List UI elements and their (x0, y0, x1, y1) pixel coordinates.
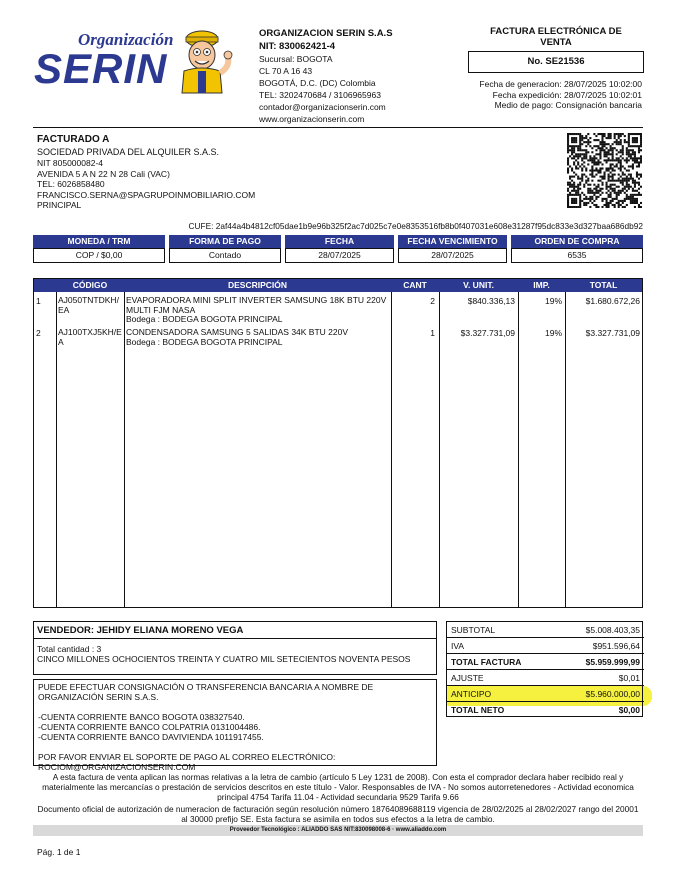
page-number: Pág. 1 de 1 (37, 847, 81, 857)
item-tax: 19% (544, 296, 562, 306)
client-type: PRINCIPAL (37, 200, 82, 210)
iva-label: IVA (451, 641, 465, 651)
total-factura-label: TOTAL FACTURA (451, 657, 522, 667)
currency-value: COP / $0,00 (33, 248, 165, 263)
invoice-generated: Fecha de generacion: 28/07/2025 10:02:00 (479, 79, 642, 89)
totals-row-subtotal (447, 622, 644, 638)
due-date-value: 28/07/2025 (398, 248, 507, 263)
totals-row-total-factura (447, 654, 644, 670)
company-branch: Sucursal: BOGOTA (259, 54, 333, 64)
item-total: $1.680.672,26 (585, 296, 640, 306)
seller-divider (34, 638, 436, 639)
items-table (33, 278, 643, 608)
total-factura-value: $5.959.999,99 (585, 657, 640, 667)
table-row (34, 296, 642, 326)
header-divider (33, 127, 643, 128)
totals-row-ajuste (447, 670, 644, 686)
payment-form-value: Contado (169, 248, 281, 263)
amount-in-words: CINCO MILLONES OCHOCIENTOS TREINTA Y CUATRO MIL SETECIENTOS NOVENTA PESOS (37, 654, 411, 664)
cufe: CUFE: 2af44a4b4812cf05dae1b9e96b325f2ac7d025c7e0e8353516fb8b0f407031e608e31287f95dc833e3d327baa686db92 (188, 221, 643, 231)
column-header-total: TOTAL (589, 280, 618, 290)
client-nit: NIT 805000082-4 (37, 158, 104, 168)
column-header-qty: CANT (403, 280, 427, 290)
totals-row-total-neto (447, 702, 644, 718)
billed-to-heading: FACTURADO A (37, 134, 110, 145)
currency-header: MONEDA / TRM (33, 235, 165, 248)
company-address: CL 70 A 16 43 (259, 66, 313, 76)
invoice-issued: Fecha expedición: 28/07/2025 10:02:01 (492, 89, 642, 100)
item-total: $3.327.731,09 (585, 328, 640, 338)
date-header: FECHA (285, 235, 394, 248)
ajuste-value: $0,01 (618, 673, 640, 683)
purchase-order-header: ORDEN DE COMPRA (511, 235, 643, 248)
legal-notice: A esta factura de venta aplican las normas relativas a la letra de cambio (artículo 5 Ley 1231 de 2008). Con esta el comprador declara haber recibido real y materialmente las mercancías o prestación de servicios descritos en este título - Valor. Responsables de IVA - No somos autorretenedores - Actividad economica principal 4754 Tarifa 11.04 - Actividad secundaria 9529 Tarifa 9.66 (42, 772, 634, 802)
total-quantity: Total cantidad : 3 (37, 644, 102, 654)
company-city: BOGOTÁ, D.C. (DC) Colombia (259, 78, 376, 88)
ajuste-label: AJUSTE (451, 673, 484, 683)
company-email: contador@organizacionserin.com (259, 102, 386, 112)
seller-label: VENDEDOR: JEHIDY ELIANA MORENO VEGA (37, 625, 244, 636)
payment-form-header: FORMA DE PAGO (169, 235, 281, 248)
anticipo-value: $5.960.000,00 (585, 689, 640, 699)
payment-info-box (33, 679, 437, 772)
invoice-number: No. SE21536 (468, 51, 644, 73)
client-address: AVENIDA 5 A N 22 N 28 Cali (VAC) (37, 168, 170, 179)
item-code: AJ100TXJ5KH/EA (58, 327, 122, 347)
item-unit-price: $3.327.731,09 (460, 328, 515, 338)
item-quantity: 2 (430, 296, 435, 306)
table-row (34, 328, 642, 358)
client-phone: TEL: 6026858480 (37, 179, 105, 189)
bank-account: -CUENTA CORRIENTE BANCO DAVIVIENDA 1011917455. (38, 732, 264, 742)
client-name: SOCIEDAD PRIVADA DEL ALQUILER S.A.S. (37, 147, 220, 157)
item-unit-price: $840.336,13 (467, 296, 515, 306)
column-header-unit-price: V. UNIT. (463, 280, 494, 290)
invoice-title: FACTURA ELECTRÓNICA DE VENTA (490, 26, 622, 48)
item-code: AJ050TNTDKH/EA (58, 295, 119, 315)
payment-footer: POR FAVOR ENVIAR EL SOPORTE DE PAGO AL CORREO ELECTRÓNICO: ROCIOM@ORGANIZACIONSERIN.COM (38, 752, 336, 772)
logo-top-text: Organización (78, 30, 174, 49)
totals-box (446, 621, 643, 717)
invoice-header (466, 26, 646, 111)
logo-main-text: SERIN (34, 45, 168, 92)
billed-to (37, 133, 437, 211)
row-number: 1 (36, 296, 41, 306)
due-date-header: FECHA VENCIMIENTO (398, 235, 507, 248)
item-tax: 19% (544, 328, 562, 338)
item-quantity: 1 (430, 328, 435, 338)
column-header-code: CÓDIGO (72, 280, 108, 290)
subtotal-label: SUBTOTAL (451, 625, 496, 635)
mascot-icon (172, 27, 234, 95)
totals-row-anticipo (447, 686, 644, 702)
payment-intro: PUEDE EFECTUAR CONSIGNACIÓN O TRANSFERENCIA BANCARIA A NOMBRE DE ORGANIZACIÓN SERIN S.A.S. (38, 682, 374, 702)
item-description: EVAPORADORA MINI SPLIT INVERTER SAMSUNG 18K BTU 220V MULTI FJM NASA (126, 295, 387, 315)
bank-account: -CUENTA CORRIENTE BANCO COLPATRIA 0131004486. (38, 722, 261, 732)
tech-provider-bar: Proveedor Tecnológico : ALIADDO SAS NIT:830098008-6 · www.aliaddo.com (33, 825, 643, 836)
subtotal-value: $5.008.403,35 (585, 625, 640, 635)
total-neto-value: $0,00 (618, 705, 640, 715)
column-header-tax: IMP. (533, 280, 550, 290)
company-web: www.organizacionserin.com (259, 114, 365, 124)
company-name: ORGANIZACION SERIN S.A.S (259, 28, 393, 39)
anticipo-label: ANTICIPO (451, 689, 492, 699)
item-bodega: Bodega : BODEGA BOGOTA PRINCIPAL (126, 314, 283, 324)
total-neto-label: TOTAL NETO (451, 705, 505, 715)
date-value: 28/07/2025 (285, 248, 394, 263)
seller-box (33, 621, 437, 675)
totals-row-iva (447, 638, 644, 654)
qr-code (567, 133, 642, 208)
iva-value: $951.596,64 (592, 641, 640, 651)
company-phone: TEL: 3202470684 / 3106965963 (259, 90, 381, 100)
invoice-payment-means: Medio de pago: Consignación bancaria (494, 100, 642, 110)
client-email: FRANCISCO.SERNA@SPAGRUPOINMOBILIARIO.COM (37, 189, 256, 200)
company-info (259, 27, 459, 125)
purchase-order-value: 6535 (511, 248, 643, 263)
item-description: CONDENSADORA SAMSUNG 5 SALIDAS 34K BTU 220V (126, 327, 349, 337)
resolution-notice: Documento oficial de autorización de numeracion de facturación según resolución número 18764089688119 vigencia de 28/02/2025 al 28/02/2027 rango del 20001 al 30000 prefijo SE. Esta factura se asimila en todos sus efectos a la letra de cambio. (37, 804, 639, 824)
company-nit: NIT: 830062421-4 (259, 41, 336, 52)
item-bodega: Bodega : BODEGA BOGOTA PRINCIPAL (126, 336, 283, 347)
column-header-description: DESCRIPCIÓN (227, 280, 288, 290)
row-number: 2 (36, 328, 41, 338)
bank-account: -CUENTA CORRIENTE BANCO BOGOTA 038327540. (38, 712, 245, 722)
company-logo (34, 30, 234, 90)
